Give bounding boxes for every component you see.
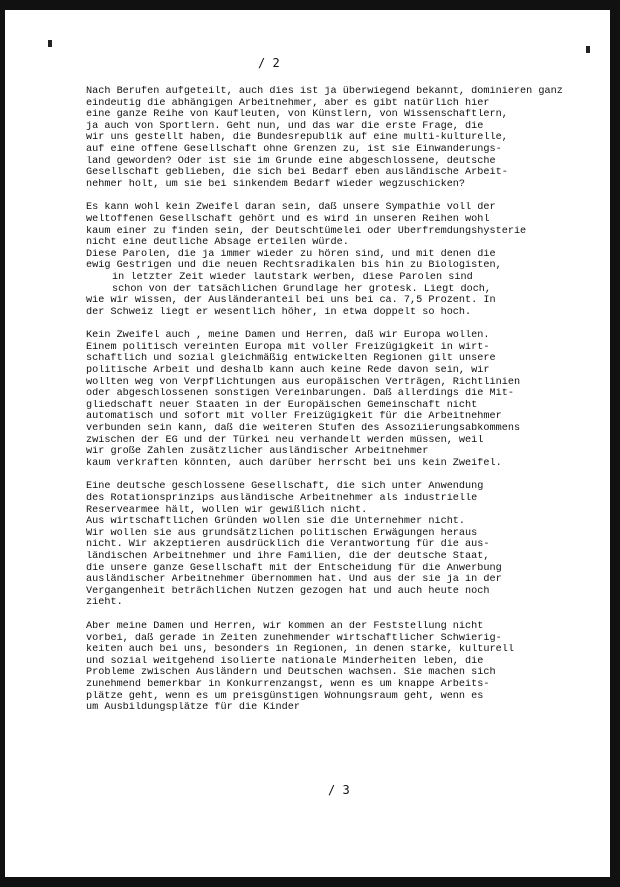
- punch-mark: [586, 46, 590, 53]
- text-line: gliedschaft neuer Staaten in der Europäischen Gemeinschaft nicht: [86, 399, 478, 411]
- text-line: nicht. Wir akzeptieren ausdrücklich die Verantwortung für die aus-: [86, 539, 490, 551]
- text-line: automatisch und sofort mit voller Freizügigkeit für die Arbeitnehmer: [86, 411, 502, 423]
- paragraph: [86, 86, 568, 190]
- text-line: Einem politisch vereinten Europa mit voller Freizügigkeit in wirt-: [86, 341, 490, 353]
- text-line: wir große Zahlen zusätzlicher ausländischer Arbeitnehmer: [86, 446, 429, 458]
- page-number-next: / 3: [328, 783, 350, 797]
- text-line: Eine deutsche geschlossene Gesellschaft, die sich unter Anwendung: [86, 481, 484, 493]
- text-line: politische Arbeit und deshalb kann auch keine Rede davon sein, wir: [86, 365, 490, 377]
- text-line: schon von der tatsächlichen Grundlage her grotesk. Liegt doch,: [112, 283, 492, 295]
- text-line: zieht.: [86, 597, 123, 609]
- paragraph: [86, 621, 568, 714]
- text-line: schaftlich und sozial gleichmäßig entwickelten Regionen gilt unsere: [86, 353, 496, 365]
- text-line: eine ganze Reihe von Kaufleuten, von Künstlern, von Wissenschaftlern,: [86, 109, 508, 121]
- text-line: Kein Zweifel auch , meine Damen und Herren, daß wir Europa wollen.: [86, 330, 490, 342]
- text-line: Vergangenheit beträchlichen Nutzen gezogen hat und auch heute noch: [86, 585, 490, 597]
- text-line: ausländischer Arbeitnehmer übernommen hat. Und aus der sie ja in der: [86, 574, 502, 586]
- text-line: und sozial weitgehend isolierte nationale Minderheiten leben, die: [86, 655, 484, 667]
- text-line: weltoffenen Gesellschaft gehört und es wird in unseren Reihen wohl: [86, 213, 490, 225]
- paragraph: [86, 202, 568, 318]
- text-line: wollten weg von Verpflichtungen aus europäischen Verträgen, Richtlinien: [86, 376, 521, 388]
- paragraph: [86, 481, 568, 609]
- text-line: die unsere ganze Gesellschaft mit der Entscheidung für die Anwerbung: [86, 562, 502, 574]
- text-line: Es kann wohl kein Zweifel daran sein, daß unsere Sympathie voll der: [86, 202, 496, 214]
- text-line: in letzter Zeit wieder lautstark werben, diese Parolen sind: [112, 271, 473, 283]
- scan-border-top: [0, 0, 620, 10]
- text-line: Reservearmee hält, wollen wir gewißlich nicht.: [86, 504, 368, 516]
- scan-border-right: [610, 0, 620, 887]
- text-line: ländischen Arbeitnehmer und ihre Familien, die der deutsche Staat,: [86, 550, 490, 562]
- scan-border-bottom: [0, 877, 620, 887]
- text-line: wie wir wissen, der Ausländeranteil bei uns bei ca. 7,5 Prozent. In: [86, 295, 496, 307]
- text-line: verbunden sein kann, daß die weiteren Stufen des Assoziierungsabkommens: [86, 423, 521, 435]
- text-line: des Rotationsprinzips ausländische Arbeitnehmer als industrielle: [86, 493, 478, 504]
- text-line: Gesellschaft geblieben, die sich bei Bedarf eben ausländische Arbeit-: [86, 167, 508, 179]
- text-line: eindeutig die abhängigen Arbeitnehmer, aber es gibt natürlich hier: [86, 97, 490, 109]
- page-number-current: / 2: [258, 56, 280, 70]
- text-line: Nach Berufen aufgeteilt, auch dies ist ja überwiegend bekannt, dominieren ganz: [86, 86, 563, 97]
- text-line: oder abgeschlossenen sonstigen Vereinbarungen. Daß allerdings die Mit-: [86, 388, 514, 400]
- text-line: nicht eine deutliche Absage erteilen würde.: [86, 237, 349, 249]
- text-line: der Schweiz liegt er wesentlich höher, in etwa doppelt so hoch.: [86, 306, 472, 318]
- text-line: auf eine offene Gesellschaft ohne Grenzen zu, ist sie Einwanderungs-: [86, 143, 502, 155]
- text-line: Diese Parolen, die ja immer wieder zu hören sind, und mit denen die: [86, 248, 496, 260]
- text-line: land geworden? Oder ist sie im Grunde eine abgeschlossene, deutsche: [86, 155, 496, 167]
- text-line: ja auch von Sportlern. Geht nun, und das war die erste Frage, die: [86, 120, 484, 132]
- text-line: plätze geht, wenn es um preisgünstigen Wohnungsraum geht, wenn es: [86, 690, 484, 702]
- text-line: ewig Gestrigen und die neuen Rechtsradikalen bis hin zu Biologisten,: [86, 260, 502, 272]
- text-line: kaum einer zu finden sein, der Deutschtümelei oder Überfremdungshysterie: [86, 225, 527, 237]
- text-line: nehmer holt, um sie bei sinkendem Bedarf wieder wegzuschicken?: [86, 178, 466, 190]
- text-line: vorbei, daß gerade in Zeiten zunehmender wirtschaftlicher Schwierig-: [86, 632, 502, 644]
- text-line: kaum verkraften könnten, auch darüber herrscht bei uns kein Zweifel.: [86, 457, 502, 469]
- text-line: zwischen der EG und der Türkei neu verhandelt werden müssen, weil: [86, 434, 484, 446]
- document-body: [86, 86, 568, 726]
- text-line: um Ausbildungsplätze für die Kinder: [86, 702, 300, 714]
- text-line: Aus wirtschaftlichen Gründen wollen sie die Unternehmer nicht.: [86, 516, 466, 528]
- text-line: keiten auch bei uns, besonders in Regionen, in denen starke, kulturell: [86, 644, 514, 656]
- text-line: Aber meine Damen und Herren, wir kommen an der Feststellung nicht: [86, 620, 484, 632]
- scan-border-left: [0, 0, 5, 887]
- text-line: Wir wollen sie aus grundsätzlichen politischen Erwägungen heraus: [86, 527, 478, 539]
- paragraph: [86, 330, 568, 469]
- text-line: wir uns gestellt haben, die Bundesrepublik auf eine multi-kulturelle,: [86, 132, 508, 144]
- text-line: zunehmend bemerkbar in Konkurrenzangst, wenn es um knappe Arbeits-: [86, 678, 490, 690]
- punch-mark: [48, 40, 52, 47]
- text-line: Probleme zwischen Ausländern und Deutschen wachsen. Sie machen sich: [86, 667, 496, 679]
